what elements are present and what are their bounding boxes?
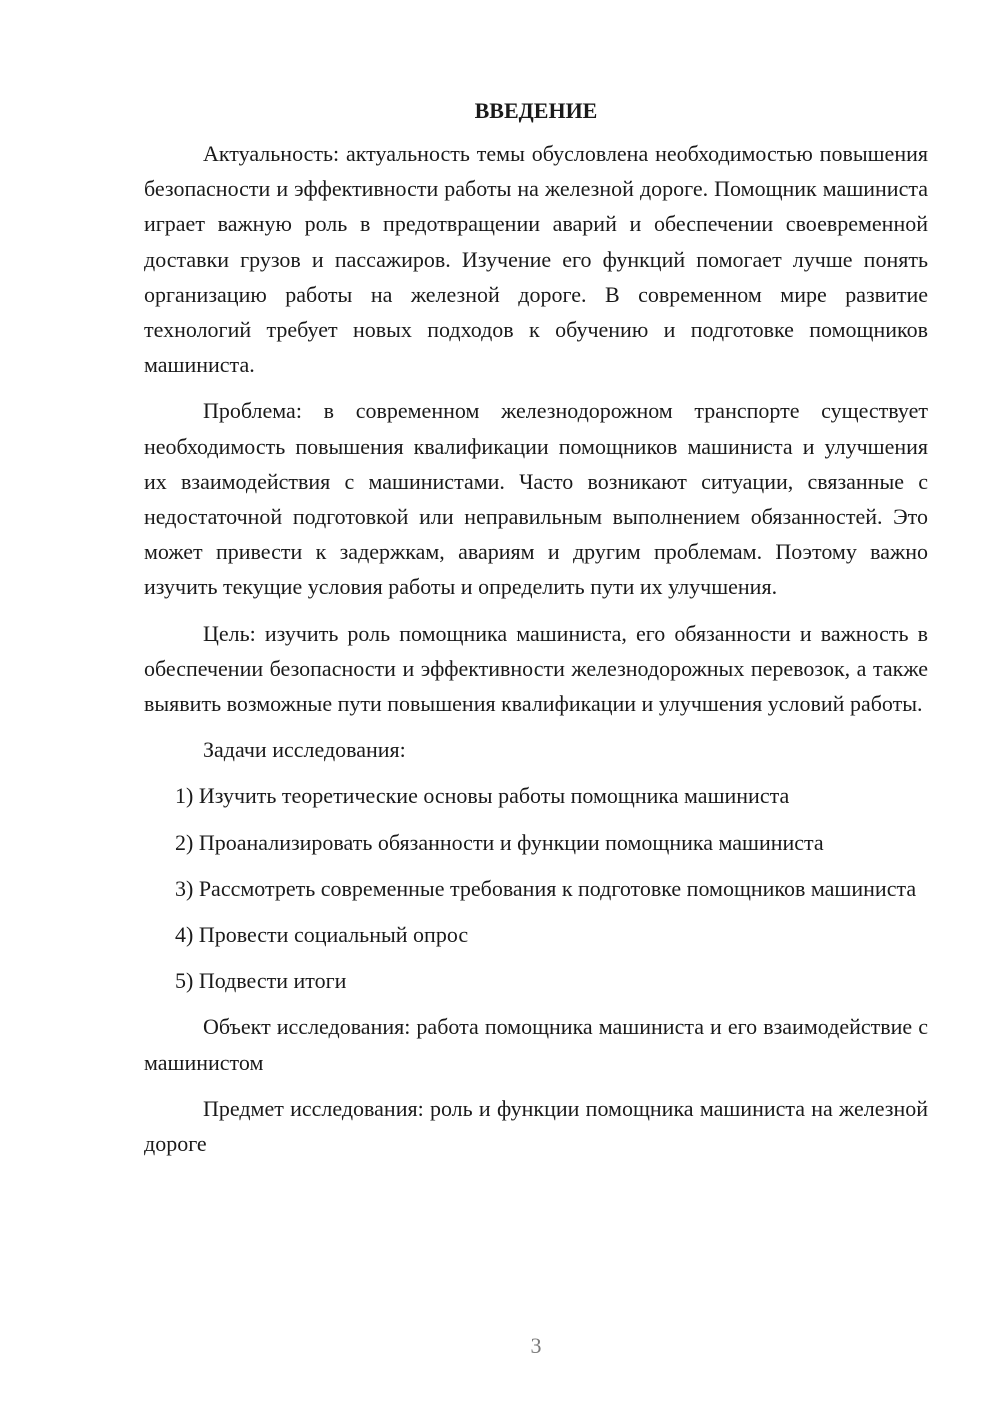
section-title: ВВЕДЕНИЕ [474, 98, 598, 123]
paragraph-problem: Проблема: в современном железнодорожном транспорте существует необходимость повышения квалификации помощников машиниста и улучшения их взаимодействия с машинистами. Часто возникают ситуации, связанные с недостаточной подготовкой или неправильным выполнением обязанностей. Это может привести к задержкам, авариям и другим проблемам. Поэтому важно изучить текущие условия работы и определить пути их улучшения. [144, 398, 928, 600]
paragraph-object: Объект исследования: работа помощника машиниста и его взаимодействие с машинистом [144, 1014, 928, 1075]
task-item: 1) Изучить теоретические основы работы помощника машиниста [175, 783, 790, 809]
paragraph-subject: Предмет исследования: роль и функции помощника машиниста на железной дороге [144, 1095, 928, 1157]
paragraph-goal: Цель: изучить роль помощника машиниста, его обязанности и важность в обеспечении безопасности и эффективности железнодорожных перевозок, а также выявить возможные пути повышения квалификации и улучшения условий работы. [144, 620, 928, 717]
page-number: 3 [530, 1333, 542, 1358]
tasks-heading: Задачи исследования: [203, 737, 406, 763]
paragraph-relevance: Актуальность: актуальность темы обусловлена необходимостью повышения безопасности и эффективности работы на железной дороге. Помощник машиниста играет важную роль в предотвращении аварий и обеспечении своевременной доставки грузов и пассажиров. Изучение его функций помогает лучше понять организацию работы на железной дороге. В современном мире развитие технологий требует новых подходов к обучению и подготовке помощников машиниста. [144, 141, 928, 378]
task-item: 3) Рассмотреть современные требования к подготовке помощников машиниста [175, 875, 917, 901]
task-item: 5) Подвести итоги [175, 968, 347, 994]
document-body [144, 96, 928, 1172]
task-item: 4) Провести социальный опрос [175, 922, 469, 948]
task-item: 2) Проанализировать обязанности и функции помощника машиниста [175, 829, 824, 855]
